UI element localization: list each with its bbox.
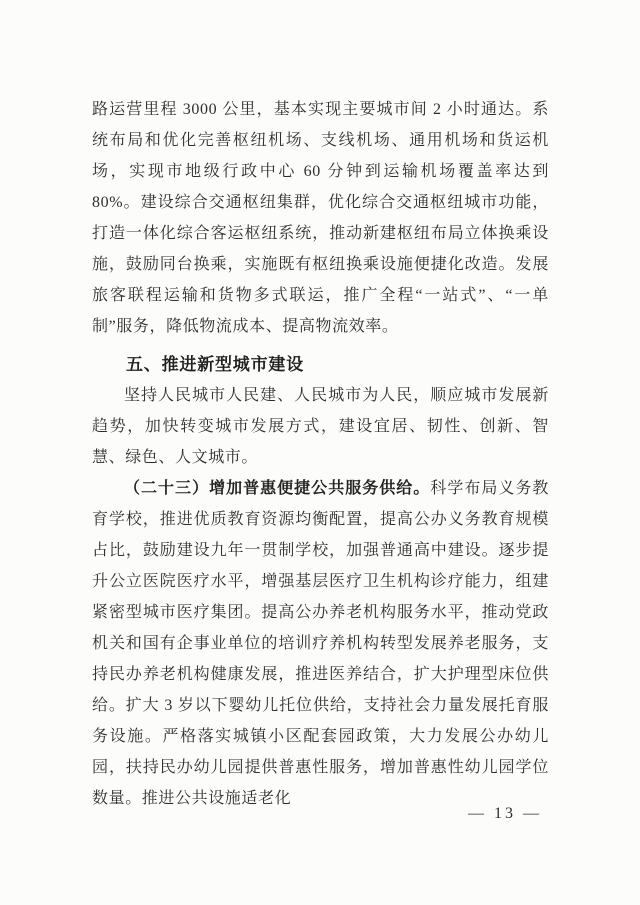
paragraph-text: 科学布局义务教育学校，推进优质教育资源均衡配置，提高公办义务教育规模占比，鼓励建设九年一贯制学校，加强普通高中建设。逐步提升公立医院医疗水平，增强基层医疗卫生机构诊疗能力，组建紧密型城市医疗集团。提高公办养老机构服务水平，推动党政机关和国有企事业单位的培训疗养机构转型发展养老服务，支持民办养老机构健康发展，推进医养结合，扩大护理型床位供给。扩大 3 岁以下婴幼儿托位供给，支持社会力量发展托育服务设施。严格落实城镇小区配套园政策，大力发展公办幼儿园，扶持民办幼儿园提供普惠性服务，增加普惠性幼儿园学位数量。推进公共设施适老化 bbox=[92, 480, 549, 807]
paragraph-text: 坚持人民城市人民建、人民城市为人民，顺应城市发展新趋势，加快转变城市发展方式，建设宜居、韧性、创新、智慧、绿色、人文城市。 bbox=[92, 387, 549, 466]
paragraph-transport-continuation bbox=[92, 94, 549, 342]
paragraph-text: 路运营里程 3000 公里，基本实现主要城市间 2 小时通达。系统布局和优化完善枢纽机场、支线机场、通用机场和货运机场，实现市地级行政中心 60 分钟到运输机场覆盖率达到 80%。建设综合交通枢纽集群，优化综合交通枢纽城市功能，打造一体化综合客运枢纽系统，推动新建枢纽布局立体换乘设施，鼓励同台换乘，实施既有枢纽换乘设施便捷化改造。发展旅客联程运输和货物多式联运，推广全程“一站式”、“一单制”服务，降低物流成本、提高物流效率。 bbox=[92, 101, 549, 335]
document-content bbox=[92, 94, 549, 814]
paragraph-bold-lead: （二十三）增加普惠便捷公共服务供给。 bbox=[124, 480, 431, 497]
paragraph-public-services bbox=[92, 473, 549, 814]
section-heading-new-urban-construction: 五、推进新型城市建设 bbox=[126, 355, 304, 374]
page-number: — 13 — bbox=[468, 805, 542, 822]
paragraph-people-city bbox=[92, 380, 549, 473]
